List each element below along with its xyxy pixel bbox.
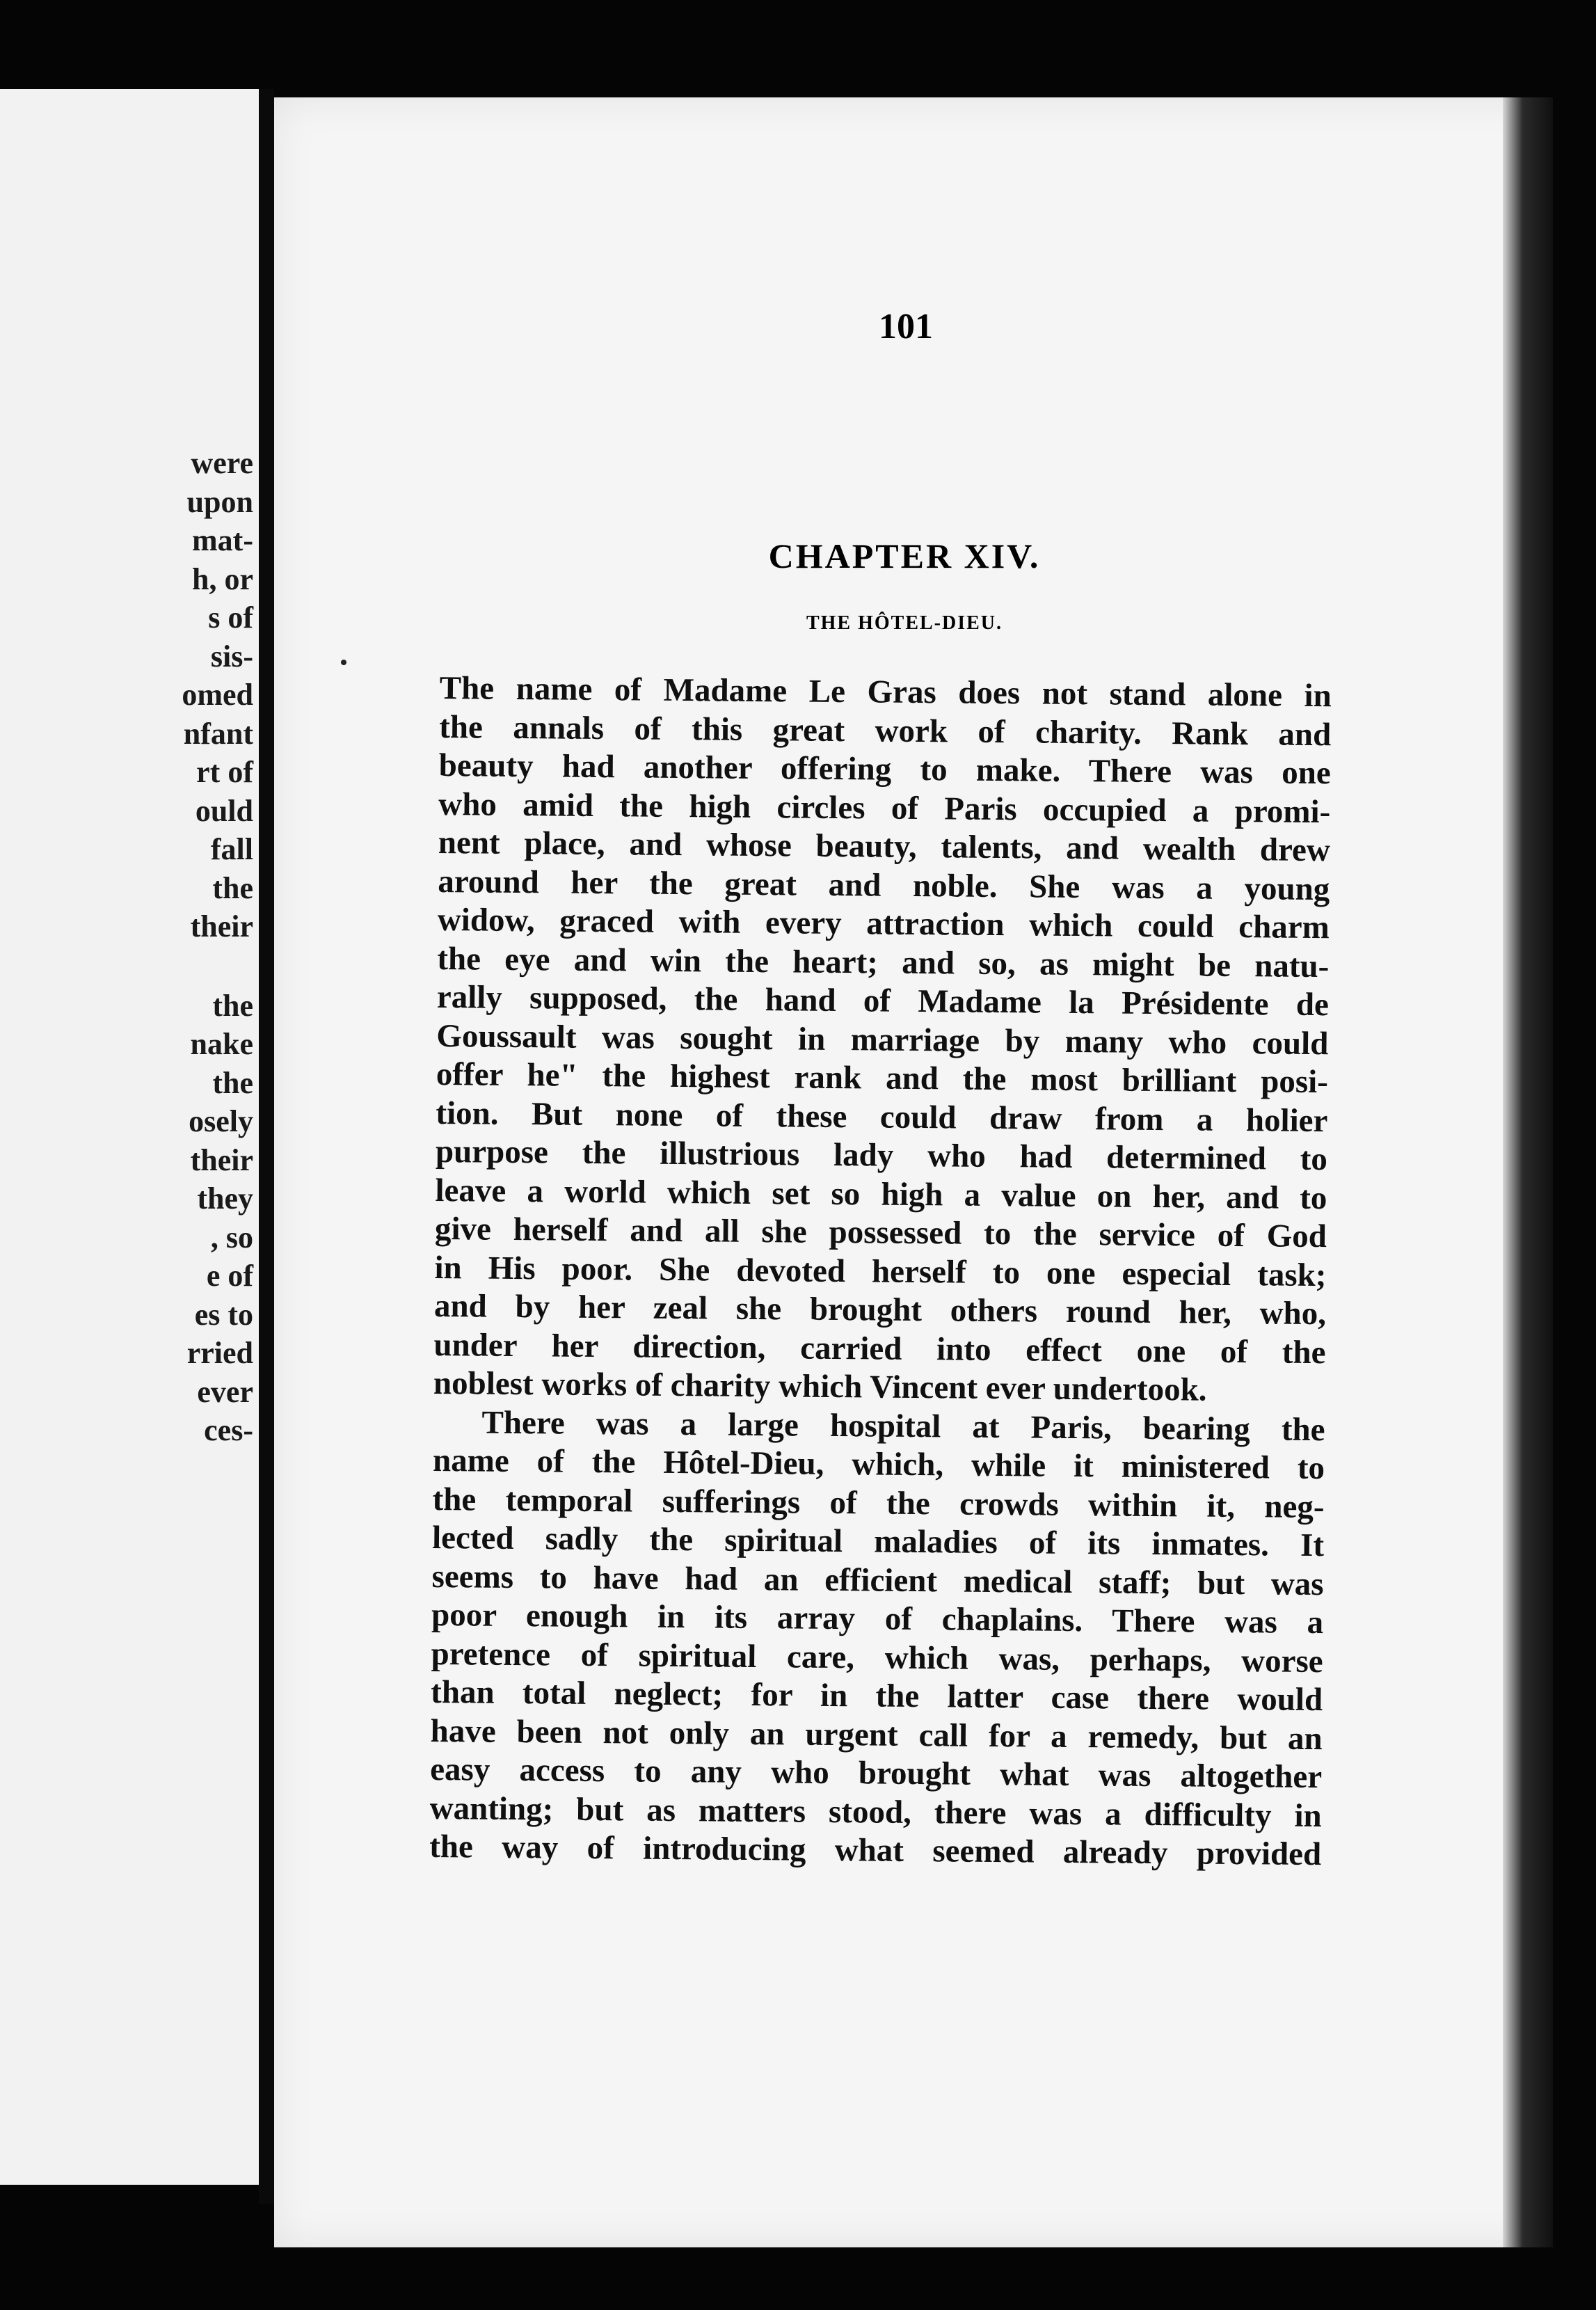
text-line: the temporal sufferings of the crowds within it, neg- — [432, 1481, 1325, 1525]
left-fragment: ever — [197, 1374, 253, 1409]
text-line: The name of Madame Le Gras does not stand alone in — [439, 669, 1332, 715]
text-line: the eye and win the heart; and so, as might be natu- — [437, 940, 1330, 985]
book-gutter — [259, 89, 274, 2204]
text-line: the annals of this great work of charity. Rank and — [439, 708, 1332, 753]
text-line: who amid the high circles of Paris occupied a promi- — [438, 786, 1331, 830]
left-fragment: sis- — [210, 639, 253, 674]
left-page — [0, 89, 259, 2185]
left-fragment: rt of — [196, 755, 253, 789]
left-fragment: rried — [186, 1336, 253, 1370]
left-fragment: h, or — [192, 561, 253, 596]
text-line: leave a world which set so high a value on her, and to — [435, 1172, 1327, 1216]
text-line: lected sadly the spiritual maladies of its inmates. It — [431, 1519, 1325, 1564]
chapter-subtitle: THE HÔTEL-DIEU. — [806, 612, 1003, 634]
left-fragment: upon — [186, 484, 253, 519]
left-fragment: nake — [190, 1027, 253, 1061]
text-line: rally supposed, the hand of Madame la Présidente de — [436, 978, 1330, 1023]
left-fragment: omed — [182, 678, 253, 712]
left-fragment: osely — [189, 1104, 253, 1138]
text-line: name of the Hôtel-Dieu, which, while it ministered to — [432, 1442, 1325, 1487]
text-line: have been not only an urgent call for a remedy, but an — [430, 1712, 1323, 1757]
text-line: in His poor. She devoted herself to one especial task; — [434, 1249, 1327, 1293]
left-page-text-fragments — [182, 444, 253, 1450]
text-line: beauty had another offering to make. There was one — [438, 747, 1331, 792]
left-fragment: they — [197, 1181, 253, 1216]
text-line: and by her zeal she brought others round her, who, — [433, 1287, 1327, 1332]
left-fragment: , so — [210, 1220, 253, 1254]
left-fragment: fall — [210, 832, 253, 866]
text-line: tion. But none of these could draw from a holier — [436, 1094, 1328, 1139]
text-line: easy access to any who brought what was altogether — [429, 1751, 1323, 1796]
left-fragment: their — [190, 909, 253, 943]
left-fragment: ces- — [204, 1413, 253, 1447]
left-fragment: ould — [195, 793, 253, 828]
left-fragment: e of — [206, 1259, 253, 1293]
text-line: pretence of spiritual care, which was, perhaps, worse — [431, 1635, 1323, 1680]
left-fragment: the — [212, 1065, 253, 1100]
text-line: offer he" the highest rank and the most brilliant posi- — [436, 1056, 1329, 1101]
text-line: than total neglect; for in the latter case there would — [430, 1673, 1323, 1719]
chapter-title: CHAPTER XIV. — [768, 536, 1041, 575]
text-line: There was a large hospital at Paris, bearing the — [481, 1404, 1325, 1448]
text-line: purpose the illustrious lady who had determined to — [435, 1133, 1328, 1178]
text-line: widow, graced with every attraction which could charm — [437, 901, 1330, 946]
text-line: noblest works of charity which Vincent ever undertook. — [433, 1364, 1207, 1408]
left-fragment: es to — [194, 1297, 253, 1332]
text-line: Goussault was sought in marriage by many who could — [436, 1017, 1329, 1062]
left-fragment: nfant — [183, 716, 253, 751]
text-line: give herself and all she possessed to the service of God — [434, 1210, 1327, 1255]
left-fragment: mat- — [192, 523, 253, 557]
left-fragment: were — [191, 446, 253, 480]
text-line: wanting; but as matters stood, there was a difficulty in — [429, 1790, 1322, 1834]
text-line: nent place, and whose beauty, talents, and wealth drew — [438, 824, 1331, 869]
ink-speck — [341, 660, 346, 665]
text-line: around her the great and noble. She was a young — [438, 863, 1330, 907]
page-edge-shadow — [1503, 97, 1553, 2247]
left-fragment: the — [212, 870, 253, 905]
body-text — [429, 669, 1332, 1874]
text-line: poor enough in its array of chaplains. There was a — [431, 1596, 1324, 1641]
text-line: under her direction, carried into effect one of the — [433, 1326, 1326, 1371]
text-line: seems to have had an efficient medical staff; but was — [431, 1558, 1324, 1602]
left-fragment: s of — [208, 600, 253, 635]
page-number: 101 — [879, 307, 933, 346]
text-line: the way of introducing what seemed already provided — [429, 1828, 1322, 1873]
left-fragment: the — [212, 988, 253, 1023]
left-fragment: their — [190, 1142, 253, 1177]
